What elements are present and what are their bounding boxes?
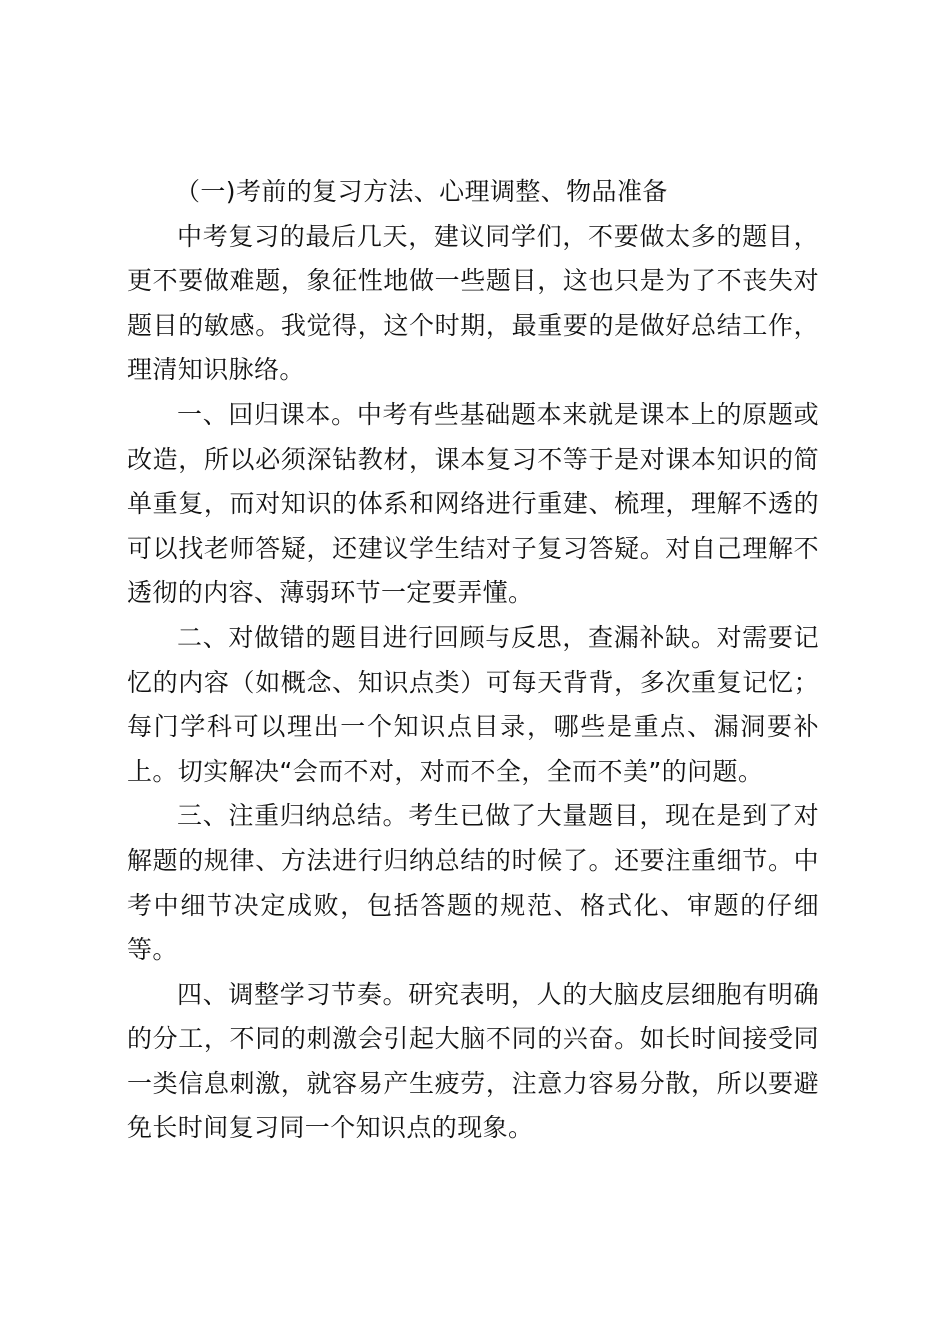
paragraph-point-3: 三、注重归纳总结。考生已做了大量题目，现在是到了对解题的规律、方法进行归纳总结的时候了。还要注重细节。中考中细节决定成败，包括答题的规范、格式化、审题的仔细等。 — [127, 801, 819, 965]
paragraph-point-2: 二、对做错的题目进行回顾与反思，查漏补缺。对需要记忆的内容（如概念、知识点类）可每天背背，多次重复记忆；每门学科可以理出一个知识点目录，哪些是重点、漏洞要补上。切实解决“会而不对，对而不全，全而不美”的问题。 — [127, 622, 819, 786]
document-body — [127, 170, 819, 1151]
paragraph-point-4: 四、调整学习节奏。研究表明，人的大脑皮层细胞有明确的分工，不同的刺激会引起大脑不同的兴奋。如长时间接受同一类信息刺激，就容易产生疲劳，注意力容易分散，所以要避免长时间复习同一个知识点的现象。 — [127, 979, 819, 1143]
section-heading: （一)考前的复习方法、心理调整、物品准备 — [175, 177, 668, 206]
paragraph-point-1: 一、回归课本。中考有些基础题本来就是课本上的原题或改造，所以必须深钻教材，课本复习不等于是对课本知识的简单重复，而对知识的体系和网络进行重建、梳理，理解不透的可以找老师答疑，还建议学生结对子复习答疑。对自己理解不透彻的内容、薄弱环节一定要弄懂。 — [127, 399, 819, 608]
paragraph-intro: 中考复习的最后几天，建议同学们，不要做太多的题目，更不要做难题，象征性地做一些题目，这也只是为了不丧失对题目的敏感。我觉得，这个时期，最重要的是做好总结工作，理清知识脉络。 — [127, 221, 819, 385]
